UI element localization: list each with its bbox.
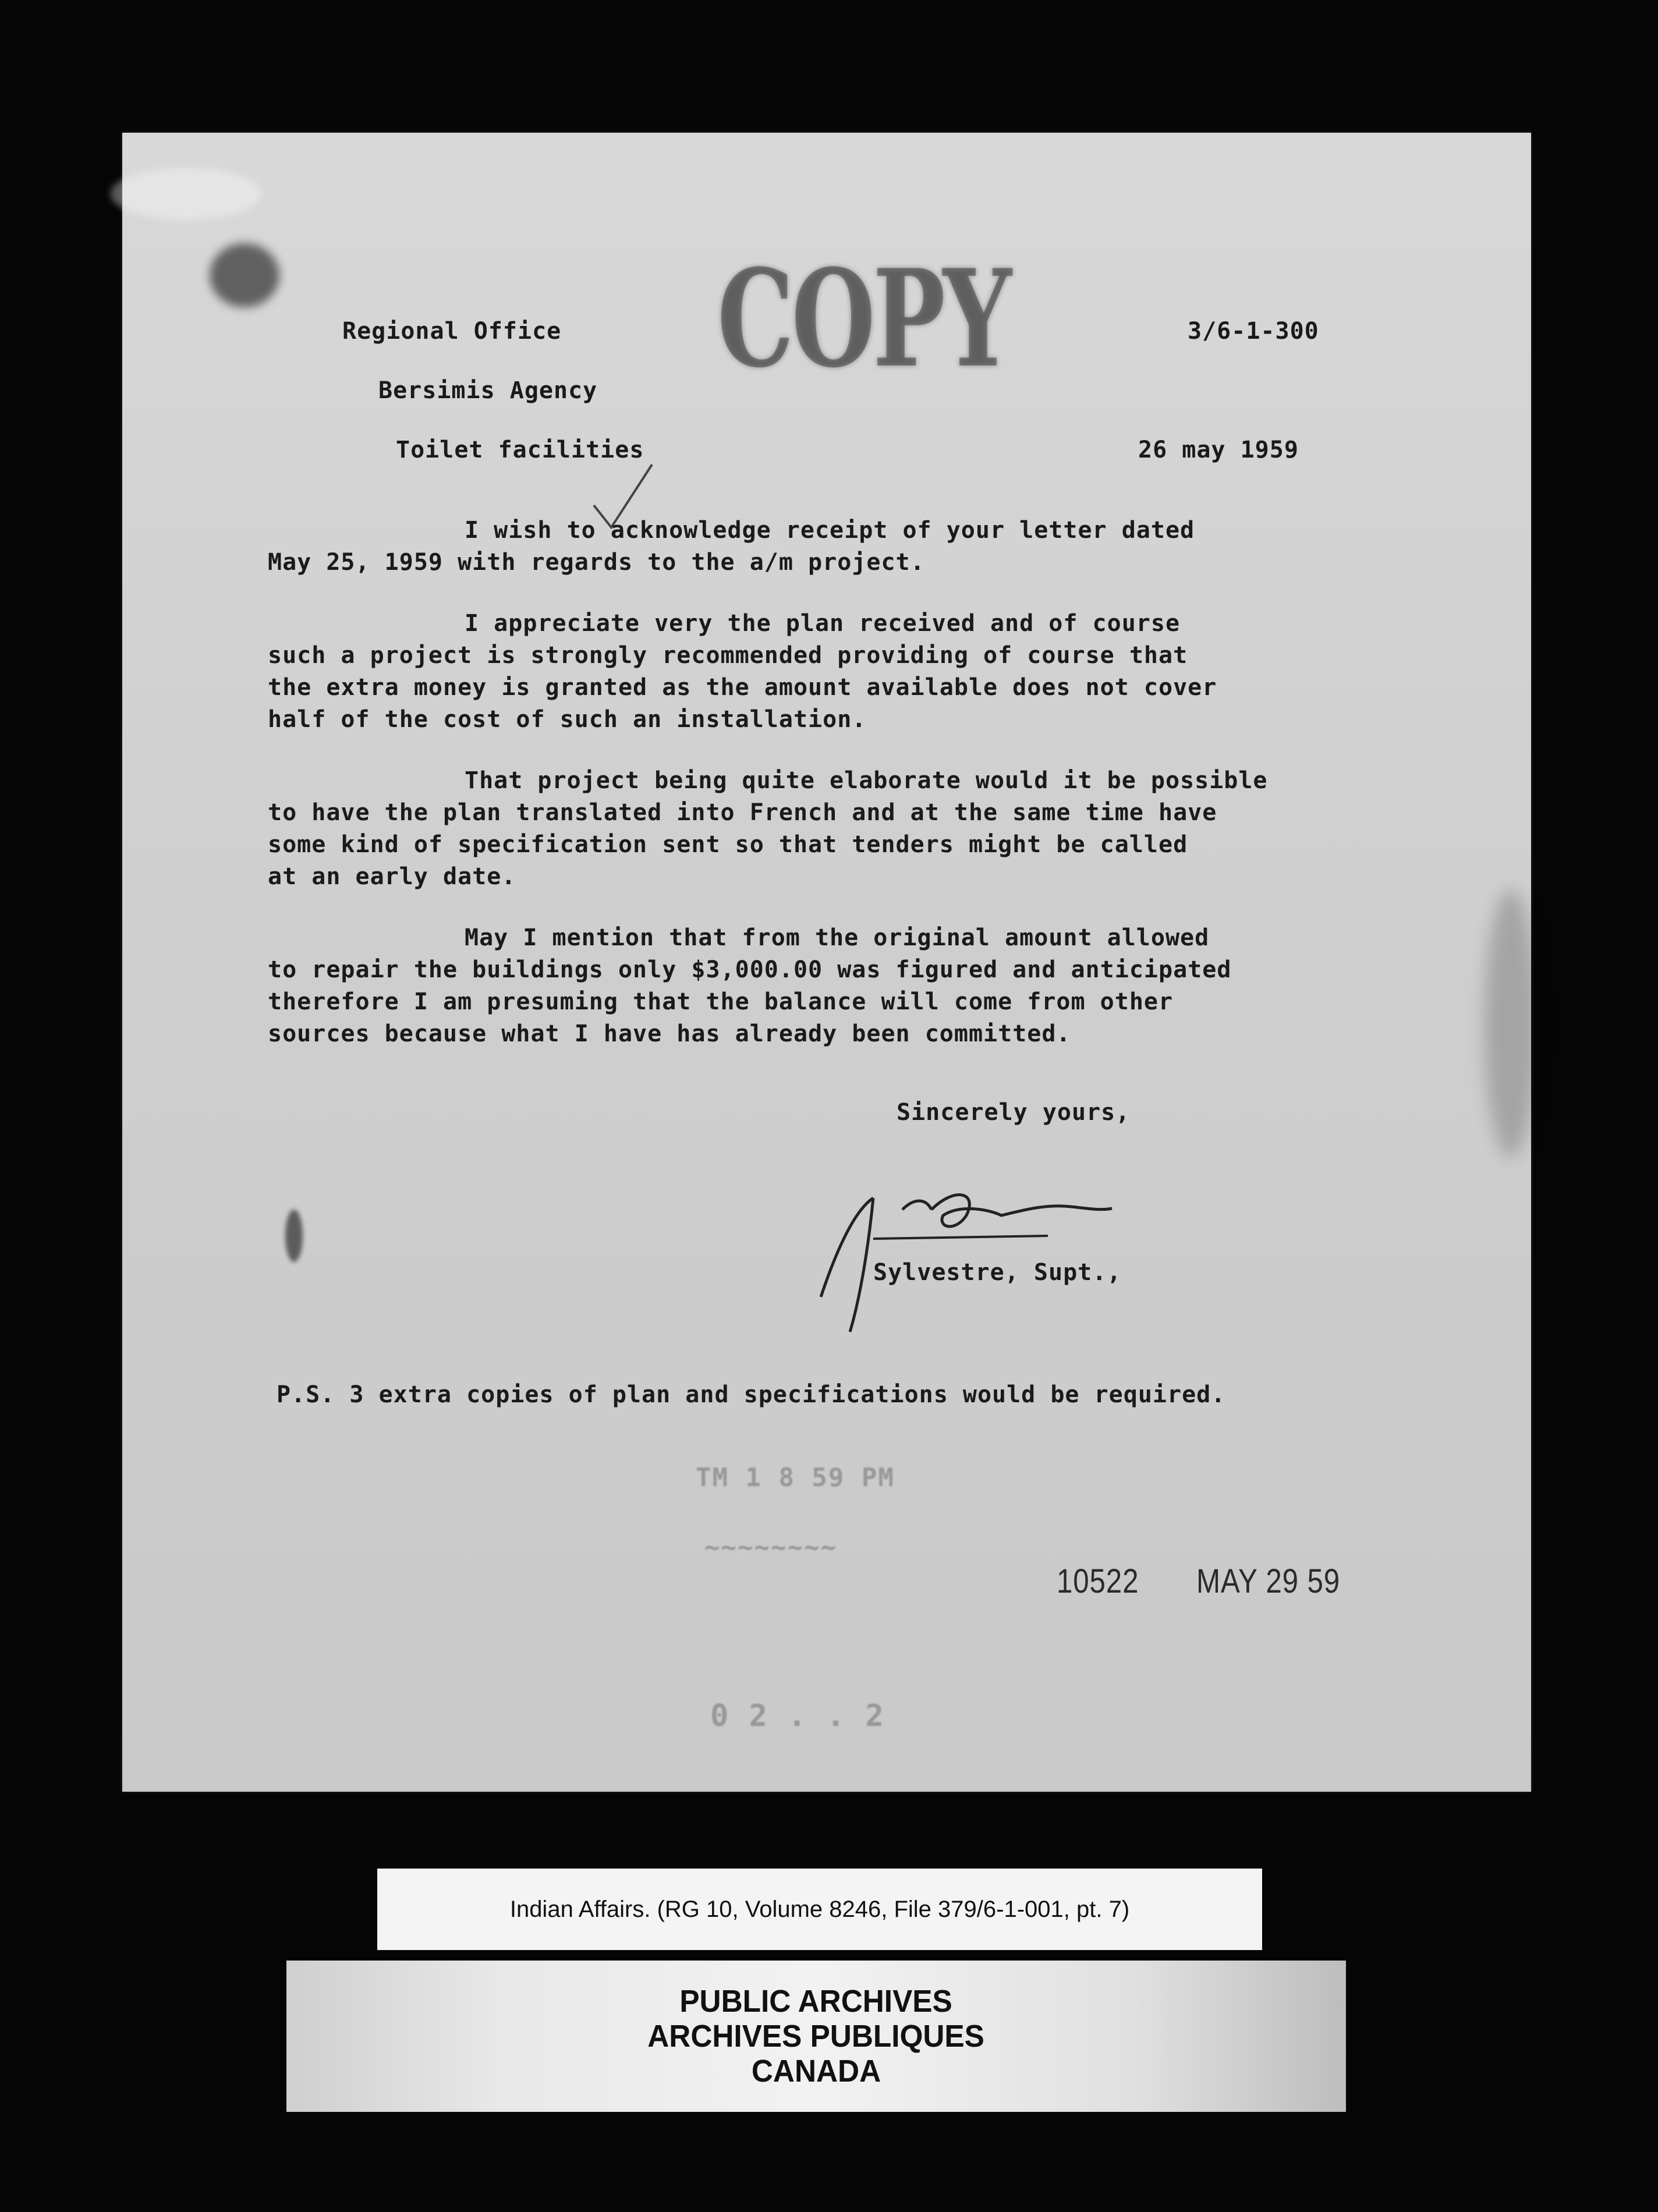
received-date-stamp: MAY 29 59	[1196, 1562, 1341, 1600]
recipient-line: Regional Office	[342, 318, 562, 345]
paragraph-line: such a project is strongly recommended providing of course that	[268, 642, 1188, 669]
paragraph-line: May I mention that from the original amount allowed	[465, 924, 1210, 951]
source-caption: Indian Affairs. (RG 10, Volume 8246, File 379/6-1-001, pt. 7)	[509, 1896, 1130, 1922]
faint-stamp: 0 2 . . 2	[710, 1699, 885, 1734]
faint-stamp: ~~~~~~~~	[704, 1533, 837, 1562]
source-caption-card	[377, 1869, 1262, 1950]
faint-stamp: TM 1 8 59 PM	[696, 1463, 895, 1493]
paragraph-line: half of the cost of such an installation.	[268, 706, 867, 733]
letter-date: 26 may 1959	[1138, 437, 1299, 463]
archive-label-line: ARCHIVES PUBLIQUES	[647, 2019, 985, 2054]
file-reference: 3/6-1-300	[1188, 318, 1319, 345]
edge-shadow	[1485, 889, 1537, 1157]
paragraph-line: to have the plan translated into French and at the same time have	[268, 799, 1217, 826]
received-number: 10522	[1057, 1562, 1139, 1600]
postscript-line: P.S. 3 extra copies of plan and specifications would be required.	[277, 1381, 1226, 1408]
paragraph-line: the extra money is granted as the amount available does not cover	[268, 674, 1217, 701]
paragraph-line: some kind of specification sent so that tenders might be called	[268, 831, 1188, 858]
paragraph-line: at an early date.	[268, 863, 516, 890]
subject-line: Toilet facilities	[396, 437, 644, 463]
margin-mark	[285, 1210, 303, 1262]
copy-stamp: COPY	[717, 240, 1009, 398]
ink-blot	[210, 243, 279, 307]
archive-label-line: PUBLIC ARCHIVES	[679, 1984, 953, 2019]
paragraph-line: sources because what I have has already been committed.	[268, 1020, 1071, 1047]
paragraph-line: That project being quite elaborate would it be possible	[465, 767, 1268, 794]
archive-label	[286, 1961, 1346, 2112]
paragraph-line: May 25, 1959 with regards to the a/m project.	[268, 549, 925, 576]
signer-name: Sylvestre, Supt.,	[873, 1259, 1122, 1286]
closing-line: Sincerely yours,	[897, 1099, 1131, 1126]
letter-page	[122, 133, 1531, 1792]
agency-line: Bersimis Agency	[378, 377, 598, 404]
paragraph-line: therefore I am presuming that the balance will come from other	[268, 988, 1174, 1015]
staple-mark	[111, 168, 262, 220]
paragraph-line: to repair the buildings only $3,000.00 was figured and anticipated	[268, 956, 1232, 983]
paragraph-line: I wish to acknowledge receipt of your letter dated	[465, 517, 1195, 544]
paragraph-line: I appreciate very the plan received and of course	[465, 610, 1181, 637]
handwritten-signature	[803, 1175, 1118, 1338]
archive-label-line: CANADA	[751, 2054, 881, 2089]
